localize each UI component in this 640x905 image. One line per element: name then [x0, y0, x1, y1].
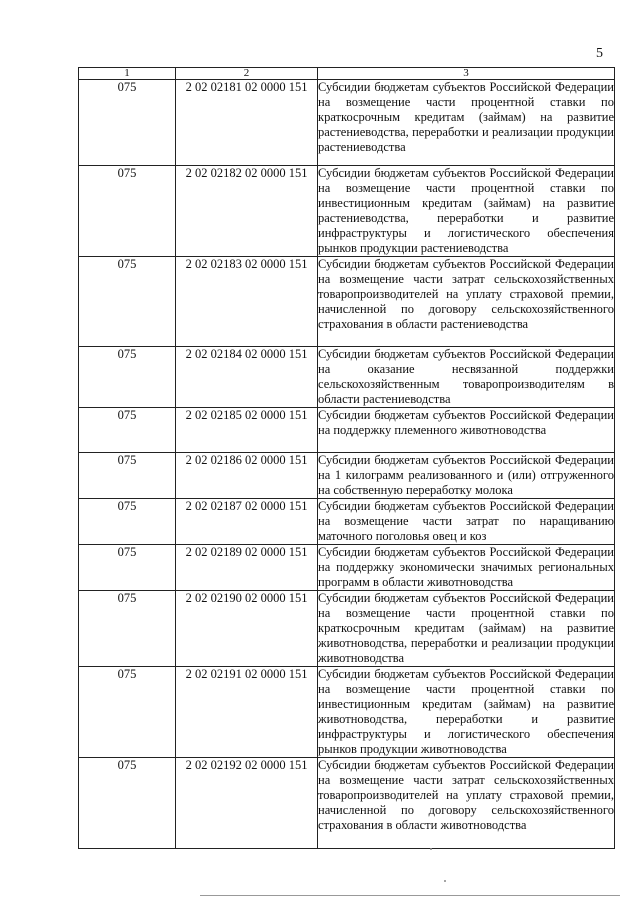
column-header-1: 1: [79, 68, 176, 80]
income-code-cell: 2 02 02191 02 0000 151: [176, 667, 318, 758]
income-name-cell: Субсидии бюджетам субъектов Российской Федерации на оказание несвязанной поддержки сельскохозяйственным товаропроизводителям в области растениеводства: [318, 347, 614, 406]
table-row: [79, 166, 615, 257]
table-header-row: [79, 68, 615, 80]
column-header-3: 3: [318, 68, 615, 80]
table-row: [79, 758, 615, 849]
income-name-cell: Субсидии бюджетам субъектов Российской Федерации на возмещение части процентной ставки по инвестиционным кредитам (займам) на развитие растениеводства, переработки и развитие инфраструктуры и логистического обеспечения рынков продукции растениеводства: [318, 166, 614, 255]
income-code-cell: 2 02 02182 02 0000 151: [176, 166, 318, 257]
income-code-cell: 2 02 02184 02 0000 151: [176, 347, 318, 408]
income-code-cell: 2 02 02181 02 0000 151: [176, 80, 318, 166]
table-row: [79, 257, 615, 347]
income-name-cell: Субсидии бюджетам субъектов Российской Федерации на возмещение части затрат по наращиванию маточного поголовья овец и коз: [318, 499, 614, 543]
table-row: [79, 591, 615, 667]
table-row: [79, 347, 615, 408]
table-row: [79, 667, 615, 758]
income-name-cell: Субсидии бюджетам субъектов Российской Федерации на поддержку племенного животноводства: [318, 408, 615, 453]
admin-code-cell: 075: [79, 453, 176, 499]
table-row: [79, 80, 615, 166]
table-row: [79, 408, 615, 453]
admin-code-cell: 075: [79, 545, 176, 591]
table-row: [79, 453, 615, 499]
income-name-cell: Субсидии бюджетам субъектов Российской Федерации на возмещение части процентной ставки по инвестиционным кредитам (займам) на развитие животноводства, переработки и развитие инфраструктуры и логистического обеспечения рынков продукции животноводства: [318, 667, 614, 756]
scan-speck: [444, 880, 446, 882]
income-name-cell: Субсидии бюджетам субъектов Российской Федерации на возмещение части процентной ставки по краткосрочным кредитам (займам) на развитие растениеводства, переработки и реализации продукции растениеводства: [318, 80, 615, 166]
income-name-cell: Субсидии бюджетам субъектов Российской Федерации на возмещение части затрат сельскохозяйственных товаропроизводителей на уплату страховой премии, начисленной по договору сельскохозяйственного страхования в области животноводства: [318, 758, 615, 849]
table-row: [79, 545, 615, 591]
income-code-cell: 2 02 02185 02 0000 151: [176, 408, 318, 453]
scan-speck: [430, 848, 432, 850]
admin-code-cell: 075: [79, 166, 176, 257]
income-code-cell: 2 02 02187 02 0000 151: [176, 499, 318, 545]
admin-code-cell: 075: [79, 667, 176, 758]
admin-code-cell: 075: [79, 591, 176, 667]
admin-code-cell: 075: [79, 80, 176, 166]
income-name-cell: Субсидии бюджетам субъектов Российской Федерации на поддержку экономически значимых региональных программ в области животноводства: [318, 545, 614, 589]
budget-classification-table: [78, 67, 615, 849]
table-row: [79, 499, 615, 545]
page-bottom-edge: [200, 895, 620, 896]
admin-code-cell: 075: [79, 499, 176, 545]
income-code-cell: 2 02 02189 02 0000 151: [176, 545, 318, 591]
admin-code-cell: 075: [79, 758, 176, 849]
income-code-cell: 2 02 02190 02 0000 151: [176, 591, 318, 667]
income-code-cell: 2 02 02186 02 0000 151: [176, 453, 318, 499]
admin-code-cell: 075: [79, 408, 176, 453]
admin-code-cell: 075: [79, 347, 176, 408]
income-name-cell: Субсидии бюджетам субъектов Российской Федерации на 1 килограмм реализованного и (или) отгруженного на собственную переработку молока: [318, 453, 614, 497]
column-header-2: 2: [176, 68, 318, 80]
income-name-cell: Субсидии бюджетам субъектов Российской Федерации на возмещение части затрат сельскохозяйственных товаропроизводителей на уплату страховой премии, начисленной по договору сельскохозяйственного страхования в области растениеводства: [318, 257, 615, 347]
page-number: 5: [596, 46, 603, 61]
income-name-cell: Субсидии бюджетам субъектов Российской Федерации на возмещение части процентной ставки по краткосрочным кредитам (займам) на развитие животноводства, переработки и реализации продукции животноводства: [318, 591, 614, 665]
income-code-cell: 2 02 02183 02 0000 151: [176, 257, 318, 347]
income-code-cell: 2 02 02192 02 0000 151: [176, 758, 318, 849]
admin-code-cell: 075: [79, 257, 176, 347]
